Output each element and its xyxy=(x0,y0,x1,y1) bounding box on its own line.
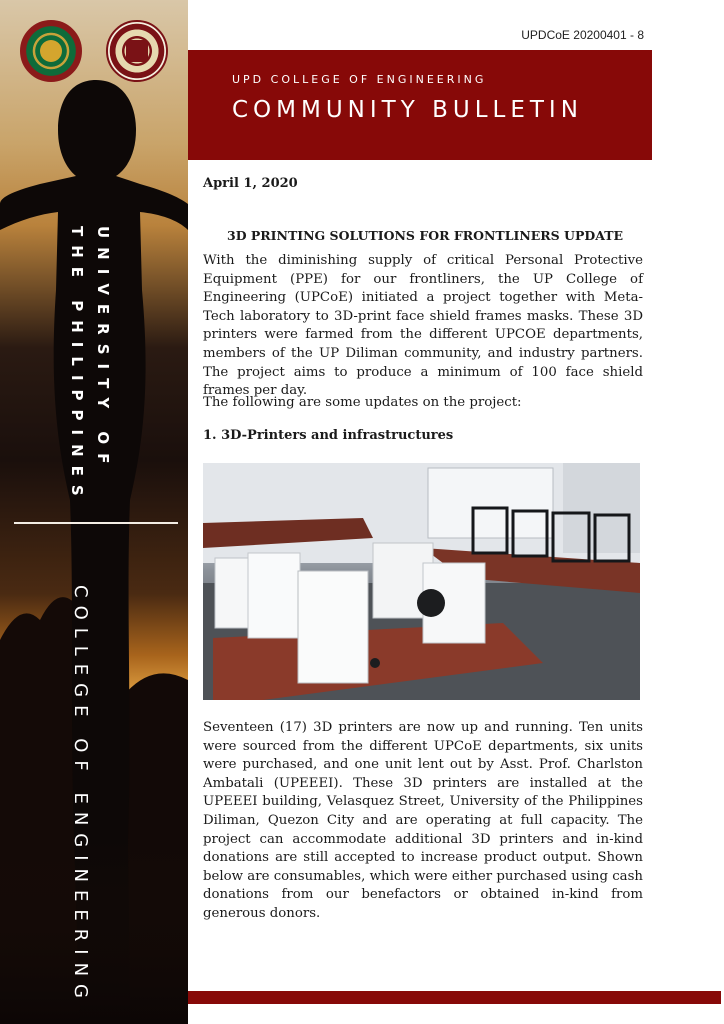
section-heading-printers: 1. 3D-Printers and infrastructures xyxy=(203,428,454,443)
article-title: 3D PRINTING SOLUTIONS FOR FRONTLINERS UPDATE xyxy=(227,228,624,243)
sidebar-divider xyxy=(14,522,178,524)
document-id: UPDCoE 20200401 - 8 xyxy=(521,28,644,42)
vertical-philippines-text: THE PHILIPPINES xyxy=(68,226,86,505)
banner-subtitle: UPD COLLEGE OF ENGINEERING xyxy=(232,73,487,86)
vertical-college-text: COLLEGE OF ENGINEERING xyxy=(70,585,91,1006)
article-paragraph-1: With the diminishing supply of critical Personal Protective Equipment (PPE) for our frontliners, the UP College of Engineering (UPCoE) initiated a project together with Meta-Tech laboratory to 3D-print face shield frames masks. These 3D printers were farmed from the different UPCOE departments, members of the UP Diliman community, and industry partners. The project aims to produce a minimum of 100 face shield frames per day. xyxy=(203,253,643,399)
article-paragraph-2: The following are some updates on the project: xyxy=(203,395,522,410)
footer-bar xyxy=(188,991,721,1004)
article-content xyxy=(203,176,643,921)
coe-seal-logo xyxy=(106,20,168,82)
oblation-silhouette-image xyxy=(0,80,188,1024)
printers-photo xyxy=(203,463,640,700)
article-date: April 1, 2020 xyxy=(203,176,298,191)
header-banner xyxy=(188,50,652,160)
up-seal-logo xyxy=(20,20,82,82)
article-paragraph-3: Seventeen (17) 3D printers are now up and running. Ten units were sourced from the different UPCoE departments, six units were purchased, and one unit lent out by Asst. Prof. Charlston Ambatali (UPEEEI). These 3D printers are installed at the UPEEEI building, Velasquez Street, University of the Philippines Diliman, Quezon City and are operating at full capacity. The project can accommodate additional 3D printers and in-kind donations are still accepted to increase product output. Shown below are consumables, which were either purchased using cash donations from our benefactors or obtained in-kind from generous donors. xyxy=(203,720,643,921)
vertical-university-text: UNIVERSITY OF xyxy=(94,226,112,473)
sidebar xyxy=(0,0,188,1024)
banner-title: COMMUNITY BULLETIN xyxy=(232,97,583,123)
